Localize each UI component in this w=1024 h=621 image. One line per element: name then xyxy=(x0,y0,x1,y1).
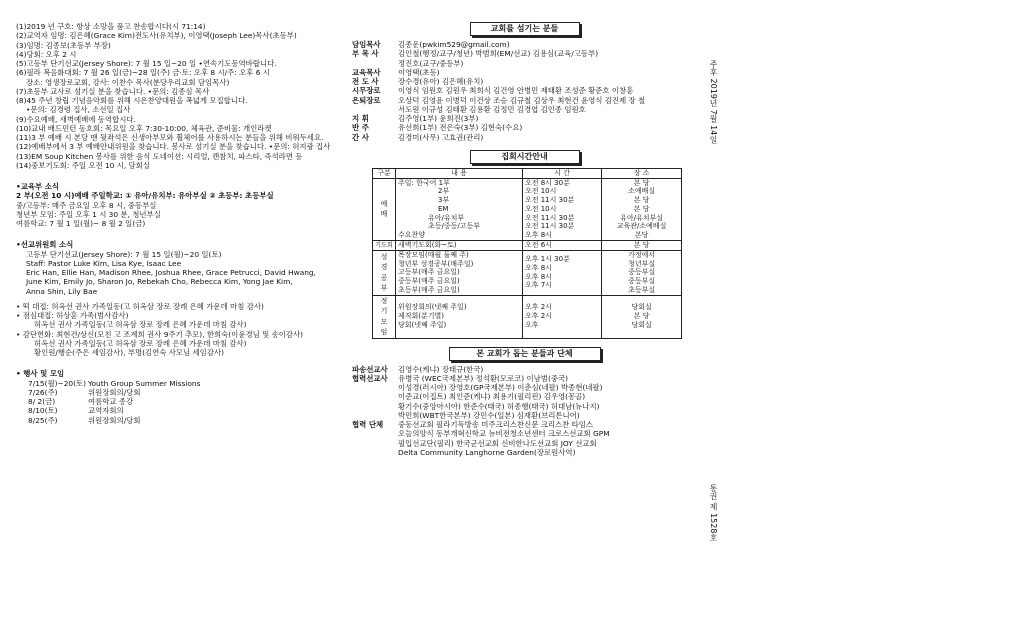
staff-names: 유선희(1부) 전은숙(3부) 김현숙(수요) xyxy=(398,123,523,133)
staff-role: 지 휘 xyxy=(352,114,369,123)
staff-names: 김경미(사무) 고효권(관리) xyxy=(398,132,484,142)
education-line: 2 부(오전 10 시)예배 주일학교: ① 유아/유치부: 유아부실 ② 초등부: 초등부실 xyxy=(16,191,274,201)
staff-names: 정진호(교구/중등부) xyxy=(398,58,464,68)
thanks-section xyxy=(16,302,351,358)
thanks-line: 허옥선 권사 가족일동(고 허옥삼 장로 장례 은혜 가운데 마침 감사) xyxy=(34,338,247,348)
announcement-13: (13)EM Soup Kitchen 봉사를 위한 음식 도네이션: 시리얼, 캔참치, 파스타, 즉석라면 등 xyxy=(16,151,303,161)
content-line: 청년부 성경공부(매주일) xyxy=(398,259,474,268)
place-line: 초등부실 xyxy=(628,285,656,294)
content-line: 목장모임(매월 둘째 주) xyxy=(398,250,469,259)
partners-names: 유병국 (WEC국제본부) 정석환(모로코) 이남범(중국) xyxy=(398,373,568,383)
partners-label: 파송선교사 xyxy=(352,364,388,374)
staff-role: 간 사 xyxy=(352,132,369,142)
group-place xyxy=(602,295,682,338)
event-name: 교역자회의 xyxy=(88,406,124,416)
schedule-group-meetings xyxy=(373,295,682,338)
staff-role: 전 도 사 xyxy=(352,77,379,86)
event-date: 8/ 2(금) xyxy=(28,397,56,406)
staff-row xyxy=(352,123,697,132)
content-line: 제직회(분기별) xyxy=(398,312,445,321)
staff-row xyxy=(352,96,697,105)
group-place xyxy=(602,250,682,295)
group-time: 오전 6시 xyxy=(522,240,601,250)
partners-coop-cont xyxy=(352,411,697,420)
partners-label: 협력선교사 xyxy=(352,373,388,383)
place-line: 청년부실 xyxy=(628,259,656,268)
thanks-line: 허옥선 권사 가족일동(고 허옥삼 장로 장례 은혜 가운데 마침 감사) xyxy=(34,320,247,330)
mission-line: June Kim, Emily Jo, Sharon Jo, Rebekah Cho, Rebecca Kim, Yong Jae Kim, xyxy=(26,277,293,287)
group-label: 정 기 모 임 xyxy=(373,295,396,338)
partners-label: 협력 단체 xyxy=(352,420,384,429)
group-time xyxy=(522,250,601,295)
group-content xyxy=(396,295,523,338)
partners-names: 중동선교회 필라기독방송 미주크리스찬신문 크리스찬 타임스 xyxy=(398,420,594,429)
partners-coop xyxy=(352,374,697,383)
staff-row xyxy=(352,77,697,86)
schedule-group-bible xyxy=(373,250,682,295)
partners-orgs-cont xyxy=(352,429,697,438)
events-section xyxy=(16,369,351,425)
mission-line: 고등부 단기선교(Jersey Shore): 7 월 15 일(월)~20 일(토) xyxy=(26,249,222,259)
announcement-6: (6)필라 복음화대회: 7 월 26 일(금)~28 일(주) 금·토: 오후 8 시/주: 오후 6 시 xyxy=(16,68,270,78)
staff-row xyxy=(352,86,697,95)
content-line: 초등/중등/고등부 xyxy=(428,222,481,231)
schedule-title: 집회시간안내 xyxy=(470,150,580,164)
partners-list xyxy=(352,365,697,458)
time-line: 오후 1시 30분 xyxy=(524,255,570,264)
announcement-12: (12)예배부에서 3 부 예배안내위원을 찾습니다. 봉사로 섬기실 분을 찾습니다. •문의: 허지광 집사 xyxy=(16,142,331,152)
announcement-5: (5)고등부 단기선교(Jersey Shore): 7 월 15 일~20 일 •연속기도동역바랍니다. xyxy=(16,59,277,68)
group-label: 성 경 공 부 xyxy=(373,250,396,295)
schedule-header: 장 소 xyxy=(602,168,682,178)
event-name: Youth Group Summer Missions xyxy=(88,378,201,388)
schedule-group-worship xyxy=(373,178,682,240)
place-line: 본 당 xyxy=(633,312,650,321)
event-date: 7/15(월)~20(토) xyxy=(28,378,87,388)
partners-coop-cont xyxy=(352,392,697,401)
content-line: 주일: 한국어 1부 xyxy=(398,178,450,187)
schedule-header: 내 용 xyxy=(396,168,523,178)
time-line: 오후 7시 xyxy=(524,281,552,290)
group-content xyxy=(396,250,523,295)
announcement-9: (9)수요예배, 새벽예배에 동역합시다. xyxy=(16,114,136,124)
events-list xyxy=(16,379,351,425)
partners-title: 본 교회가 돕는 분들과 단체 xyxy=(449,347,601,361)
content-line: 수요찬양 xyxy=(398,231,426,239)
staff-row xyxy=(352,49,697,58)
group-label: 예 배 xyxy=(373,178,396,240)
partners-names: 이성경(러시아) 장영호(GP국제본부) 이춘심(네팔) 박종현(네팔) xyxy=(398,383,603,392)
time-line: 오전 10시 xyxy=(524,187,557,196)
education-line: 중/고등부: 매주 금요일 오후 8 시, 중등부실 xyxy=(16,200,157,210)
partners-names: Delta Community Langhorne Garden(장로원사역) xyxy=(398,447,576,457)
announcements xyxy=(16,22,351,170)
staff-names: 이영식 임원호 김원우 최희식 김건영 안병민 제태환 조성준 황준호 이창훈 xyxy=(398,86,634,96)
announcement-7: (7)초등부 교사로 섬기실 분을 찾습니다. •문의: 김종심 목사 xyxy=(16,86,210,96)
group-place: 본 당 xyxy=(602,240,682,250)
group-label: 기도회 xyxy=(373,240,396,250)
staff-names: 김주영(1부) 윤희진(3부) xyxy=(398,114,479,123)
staff-role: 은퇴장로 xyxy=(352,95,381,105)
mission-section xyxy=(16,240,351,296)
time-line: 오후 8시 xyxy=(524,263,552,272)
mission-line: Eric Han, Ellie Han, Madison Rhee, Joshua Rhee, Grace Petrucci, David Hwang, xyxy=(26,268,316,277)
partners-names: 필입선교단(필리) 한국군선교회 신비한나도선교회 JOY 선교회 xyxy=(398,438,597,448)
event-name: 여름학교 종강 xyxy=(88,397,134,406)
staff-role: 부 목 사 xyxy=(352,49,379,59)
staff-names: 김인철(행정/교구/청년) 박범희(EM/선교) 김용심(교육/고등부) xyxy=(398,49,599,59)
content-line: EM xyxy=(438,204,449,213)
announcement-3: (3)임명: 김종보(초등부 부장) xyxy=(16,40,111,50)
staff-title: 교회를 섬기는 분들 xyxy=(470,22,580,36)
schedule-group-prayer xyxy=(373,240,682,250)
content-line: 3부 xyxy=(438,196,450,204)
staff-names: 장수경(유아) 김은혜(유치) xyxy=(398,77,484,86)
right-column xyxy=(352,22,697,457)
mission-line: Anna Shin, Lily Bae xyxy=(26,286,98,296)
announcement-10: (10)교내 배드민턴 동호회: 목요일 오후 7:30-10:00, 체육관, 준비물: 개인라켓 xyxy=(16,123,272,133)
schedule-header: 시 간 xyxy=(522,168,601,178)
place-line: 본당 xyxy=(634,231,649,239)
event-date: 8/10(토) xyxy=(28,406,58,416)
place-line: 교육관/소예배실 xyxy=(616,222,667,231)
partners-names: 박민희(WBT한국본부) 강민수(일본) 심재환(브리튼니어) xyxy=(398,410,580,420)
partners-coop-cont xyxy=(352,402,697,411)
time-line: 오후 xyxy=(524,320,539,329)
events-title: • 행사 및 모임 xyxy=(16,369,65,379)
staff-row xyxy=(352,59,697,68)
time-line: 오전 11시 30분 xyxy=(524,213,575,222)
staff-role xyxy=(352,105,398,114)
partners-names: 김영수(케냐) 장태규(한국) xyxy=(398,364,484,374)
place-line: 중등부실 xyxy=(628,268,656,277)
staff-role xyxy=(352,59,398,68)
time-line: 오후 2시 xyxy=(524,312,552,321)
partners-orgs xyxy=(352,420,697,429)
group-place xyxy=(602,178,682,240)
place-line: 당회실 xyxy=(631,320,652,329)
announcement-11: (11)3 부 예배 시 본당 맨 뒷좌석은 신생아부모와 휠체어를 사용하시는 분들을 위해 비워두세요. xyxy=(16,133,324,142)
place-line: 유아/유치부실 xyxy=(620,213,664,222)
content-line: 중등부(매주 금요일) xyxy=(398,277,460,285)
place-line: 소예배실 xyxy=(628,187,656,196)
partners-sent xyxy=(352,365,697,374)
time-line: 오후 8시 xyxy=(524,272,552,281)
partners-orgs-cont xyxy=(352,439,697,448)
staff-names: 이영택(초등) xyxy=(398,67,440,77)
event-date: 8/25(주) xyxy=(28,415,58,425)
group-content: 새벽기도회(화~토) xyxy=(396,240,523,250)
place-line: 중등부실 xyxy=(628,277,656,285)
event-date: 7/26(주) xyxy=(28,387,58,397)
time-line: 오전 10시 xyxy=(524,204,557,213)
event-name: 위원장회의/당회 xyxy=(88,387,141,397)
left-column xyxy=(16,22,351,425)
partners-names: 오늘의양식 동부개혁신학교 뉴비전청소년센터 크로스선교회 GPM xyxy=(398,429,610,439)
group-time xyxy=(522,295,601,338)
content-line: 당회(넷째 주일) xyxy=(398,320,447,329)
place-line: 본 당 xyxy=(633,178,650,187)
staff-list xyxy=(352,40,697,142)
content-line: 초등부(매주 금요일) xyxy=(398,285,460,294)
time-line: 오전 8시 30분 xyxy=(524,178,570,187)
announcement-1: (1)2019 년 구호: 항상 소망을 품고 찬송합시다(시 71:14) xyxy=(16,22,206,31)
schedule-header: 구분 xyxy=(373,168,396,178)
thanks-line: • 떡 대접: 허옥선 권사 가족일동(고 허옥삼 장로 장례 은혜 가운데 마침 감사) xyxy=(16,301,264,311)
staff-names: 서도원 이규성 김태환 김용환 김정민 김경엽 김인종 임원호 xyxy=(398,104,586,114)
staff-role: 반 주 xyxy=(352,123,369,133)
time-line: 오전 11시 30분 xyxy=(524,196,575,204)
schedule-table xyxy=(372,168,682,339)
place-line: 당회실 xyxy=(631,303,652,312)
announcement-2: (2)교역자 임명: 김은혜(Grace Kim)전도사(유치부), 이영택(Joseph Lee)목사(초등부) xyxy=(16,31,297,41)
thanks-line: • 감단헌화: 최현건/상신(모친 고 조계희 권사 9주기 추모), 한희숙(이윤경님 및 송이감사) xyxy=(16,329,304,339)
education-line: 청년부 모임: 주일 오후 1 시 30 분, 청년부실 xyxy=(16,209,161,219)
staff-row xyxy=(352,133,697,142)
time-line: 오전 11시 30분 xyxy=(524,222,575,231)
bulletin-date: 주후 2019년 7월 14일 xyxy=(709,60,718,144)
content-line: 위원장회의(넷째 주일) xyxy=(398,303,467,312)
time-line: 오후 8시 xyxy=(524,231,552,239)
education-section xyxy=(16,182,351,228)
group-time xyxy=(522,178,601,240)
place-line: 본 당 xyxy=(633,196,650,204)
staff-row xyxy=(352,114,697,123)
content-line: 고등부(매주 금요일) xyxy=(398,268,460,277)
staff-row xyxy=(352,40,697,49)
staff-row xyxy=(352,68,697,77)
announcement-8: (8)45 주년 창립 기념음악회를 위해 시온찬양대원을 폭넓게 모집합니다. xyxy=(16,96,248,105)
staff-role: 시무장로 xyxy=(352,86,381,96)
bulletin-volume: 통권 제 1528호 xyxy=(709,484,718,542)
place-line: 본 당 xyxy=(633,204,650,213)
staff-role: 교육목사 xyxy=(352,67,381,77)
thanks-line: 황인원/행순(주은 세임감사), 부명(김연숙 사모님 세임감사) xyxy=(34,348,224,357)
mission-title: •선교위원회 소식 xyxy=(16,240,74,250)
staff-row xyxy=(352,105,697,114)
announcement-4: (4)당회: 오후 2 시 xyxy=(16,49,77,59)
schedule-header-row xyxy=(373,168,682,178)
announcement-8-detail: •문의: 김경령 집사, 소선일 집사 xyxy=(26,105,131,115)
content-line: 유아/유치부 xyxy=(428,213,465,222)
announcement-6-detail: 장소: 영생장로교회, 강사: 이찬수 목사(분당우리교회 담임목사) xyxy=(26,77,230,87)
staff-role: 담임목사 xyxy=(352,40,381,49)
education-line: 여름학교: 7 월 1 일(월)~ 8 월 2 일(금) xyxy=(16,219,146,228)
education-title: •교육부 소식 xyxy=(16,182,59,191)
staff-names: 오상덕 김영윤 이병덕 이건상 조승 김규철 김상우 최현건 윤영식 김진제 장 철 xyxy=(398,95,646,105)
announcement-14: (14)중보기도회: 주일 오전 10 시, 담회실 xyxy=(16,160,150,170)
partners-coop-cont xyxy=(352,383,697,392)
group-content xyxy=(396,178,523,240)
event-name: 위원장회의/당회 xyxy=(88,415,141,425)
staff-names: 김종운(pwkim529@gmail.com) xyxy=(398,40,510,49)
mission-line: Staff: Pastor Luke Kim, Lisa Kye, Isaac Lee xyxy=(26,258,182,268)
content-line: 2부 xyxy=(438,187,450,196)
partners-names: 황기수(중앙아시아) 한준수(태국) 허종행(태국) 허대남(뉴나지) xyxy=(398,401,600,411)
thanks-line: • 점심대접: 허상훈 가족(범사감사) xyxy=(16,311,129,320)
partners-names: 이준교(이집트) 최인준(케냐) 최용기(필리핀) 김우영(몽골) xyxy=(398,392,586,402)
place-line: 가정에서 xyxy=(628,250,656,259)
partners-orgs-cont xyxy=(352,448,697,457)
time-line: 오후 2시 xyxy=(524,303,552,312)
